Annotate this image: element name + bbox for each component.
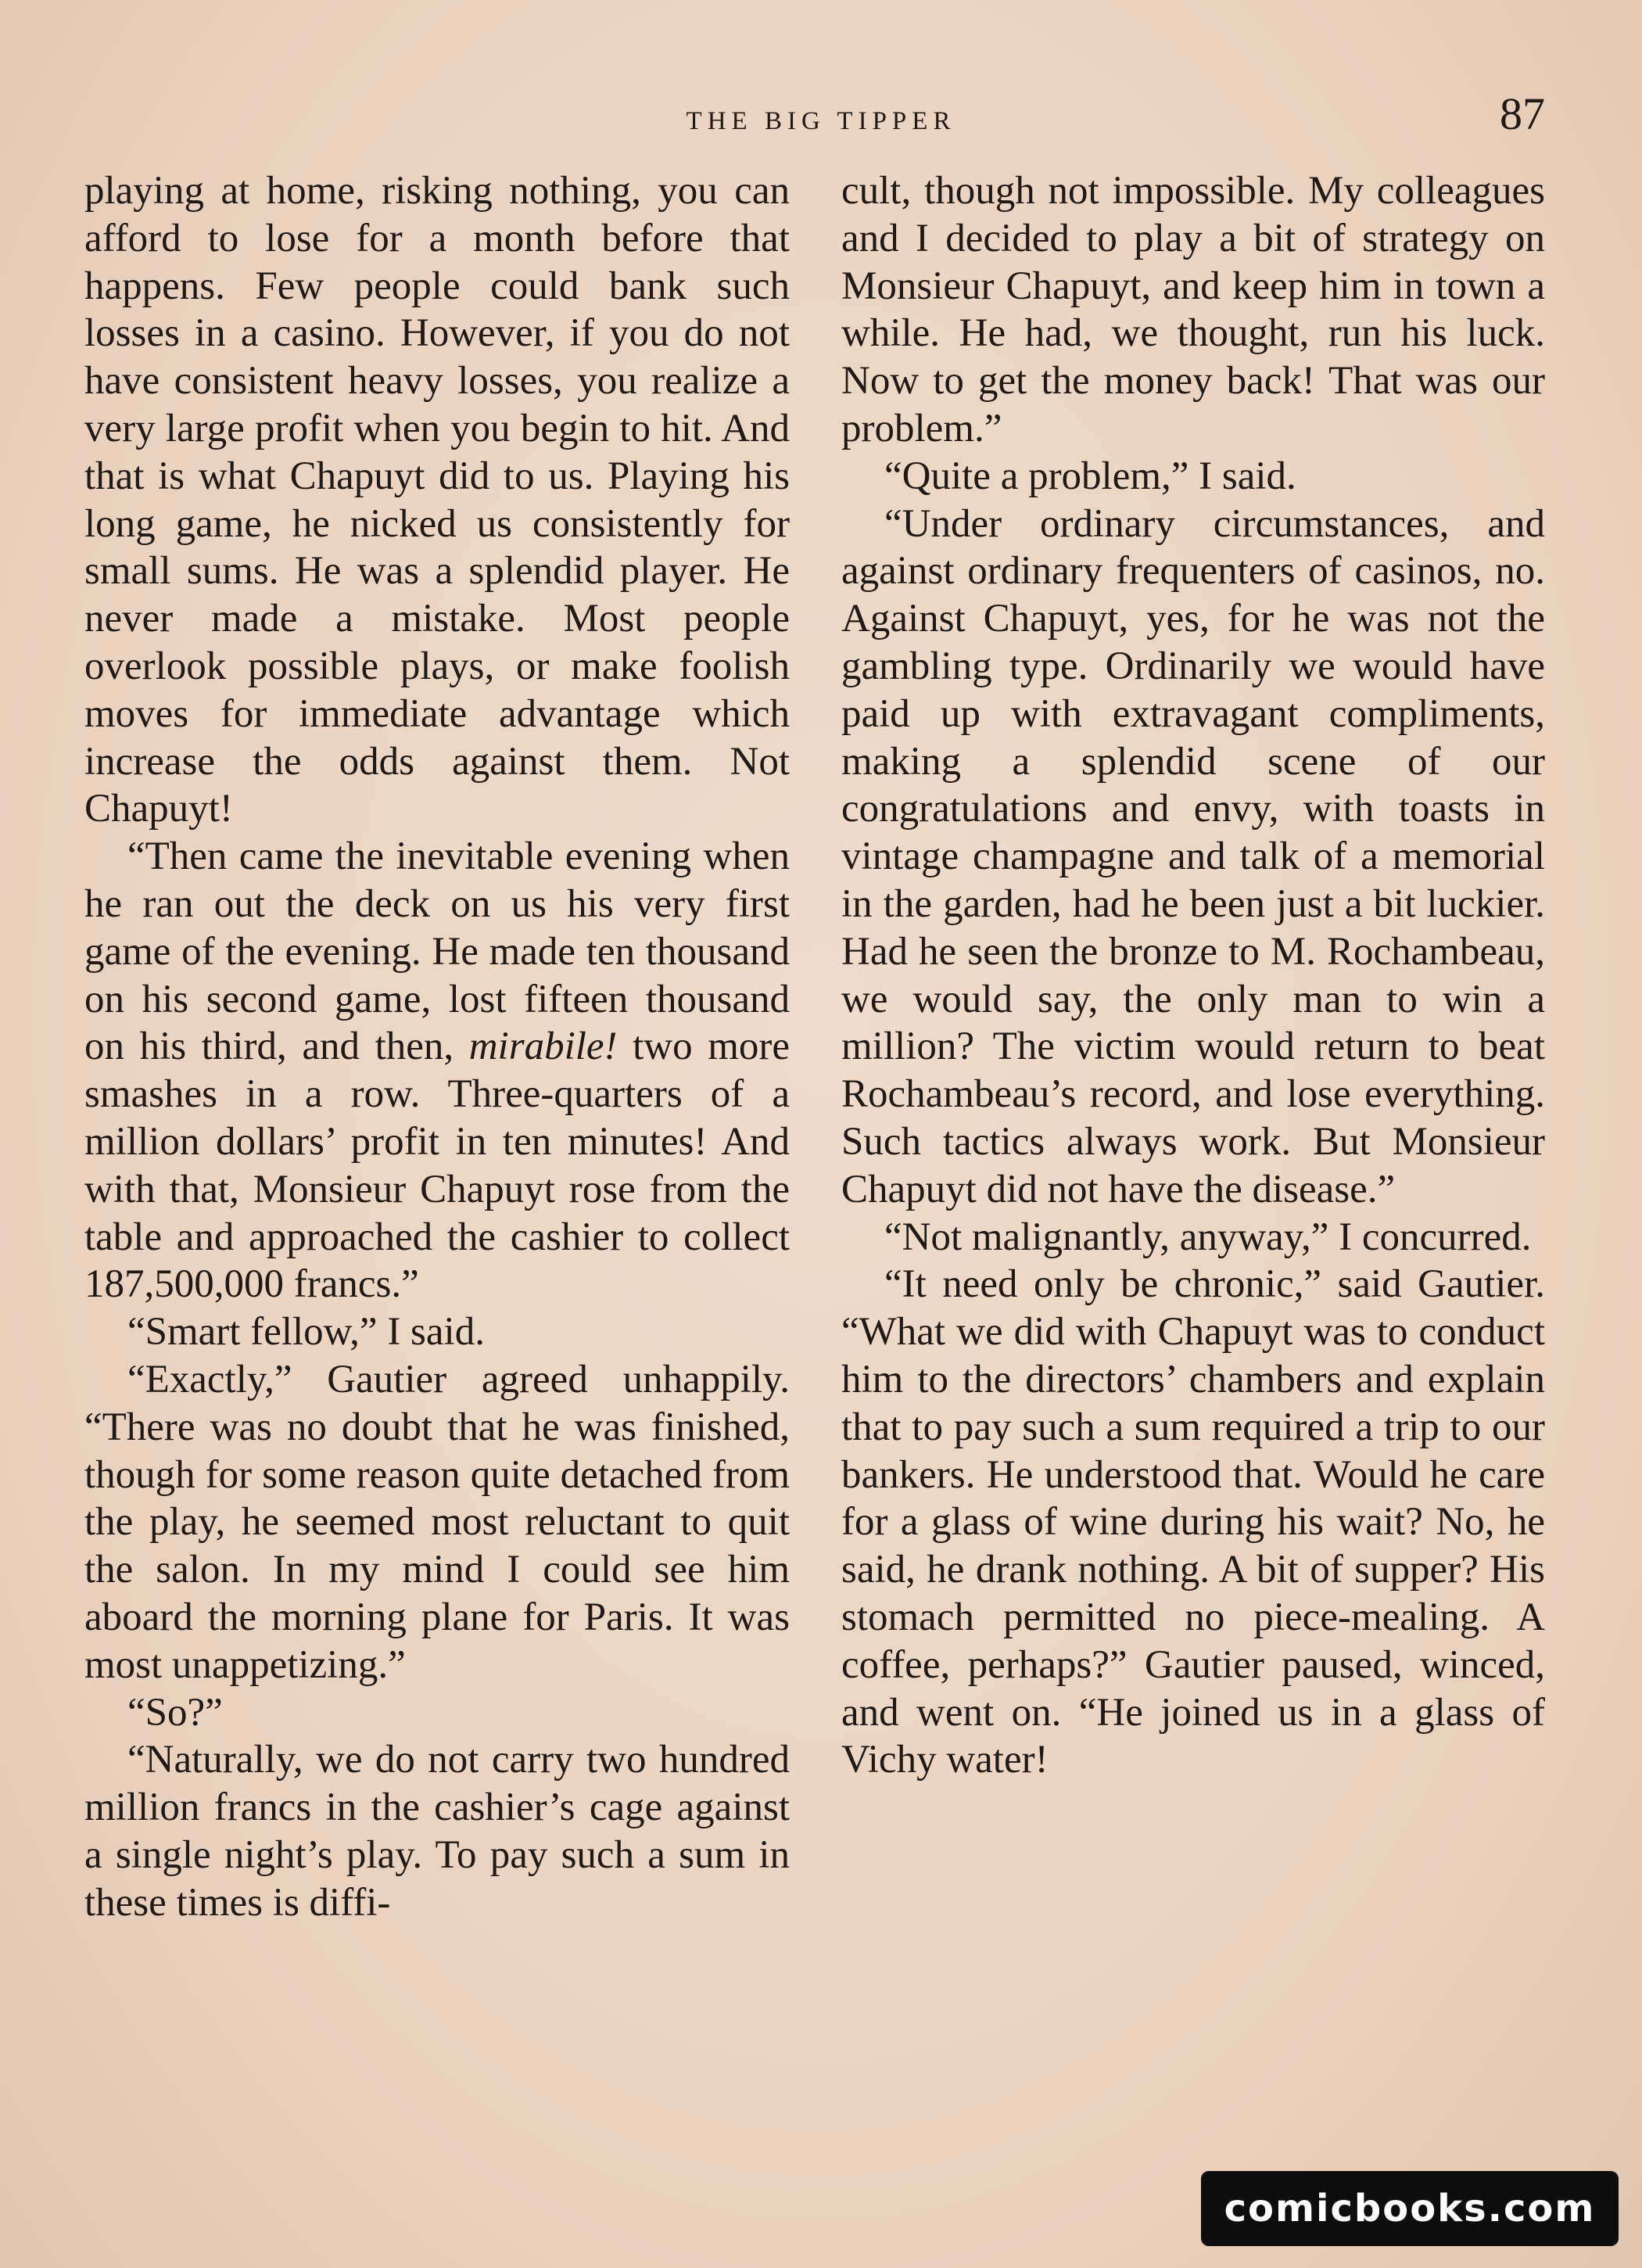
left-text-column	[84, 167, 790, 1926]
running-title: THE BIG TIPPER	[686, 107, 956, 135]
paragraph	[841, 501, 1545, 1214]
italic-phrase: mirabile!	[468, 1025, 618, 1069]
right-text-column	[841, 167, 1545, 1784]
paragraph	[841, 1261, 1545, 1784]
paragraph-text: “Smart fellow,” I said.	[127, 1310, 485, 1355]
page-number: 87	[1500, 88, 1545, 139]
paragraph-text: “So?”	[127, 1690, 223, 1735]
paragraph-text: two more smashes in a row. Three-quarters of a million dollars’ profit in ten minutes! And with that, Monsieur Chapuyt rose from the table and approached the cashier to collect 187,500,000 francs.”	[84, 1025, 790, 1307]
paragraph-text: “Exactly,” Gautier agreed unhappily. “There was no doubt that he was finished, though for some reason quite detached from the play, he seemed most reluctant to quit the salon. In my mind I could see him aboard the morning plane for Paris. It was most unappetizing.”	[84, 1357, 790, 1687]
site-watermark: comicbooks.com	[1201, 2171, 1619, 2246]
paragraph	[84, 1356, 790, 1689]
paragraph-text: “Not malignantly, anyway,” I concurred.	[884, 1215, 1532, 1259]
paragraph-text: playing at home, risking nothing, you can afford to lose for a month before that happens. Few people could bank such losses in a casino. However, if you do not have consistent heavy losses, you realize a very large profit when you begin to hit. And that is what Chapuyt did to us. Playing his long game, he nicked us consistently for small sums. He was a splendid player. He never made a mistake. Most people overlook possible plays, or make foolish moves for immediate advantage which increase the odds against them. Not Chapuyt!	[84, 169, 790, 831]
paragraph	[84, 1689, 790, 1737]
paragraph-text: “Naturally, we do not carry two hundred million francs in the cashier’s cage against a single night’s play. To pay such a sum in these times is diffi-	[84, 1738, 790, 1925]
paragraph-text: “Then came the inevitable evening when he ran out the deck on us his very first game of the evening. He made ten thousand on his second game, lost fifteen thousand on his third, and then,	[84, 834, 790, 1069]
paragraph	[841, 167, 1545, 453]
paragraph-text: “It need only be chronic,” said Gautier. “What we did with Chapuyt was to conduct him to the directors’ chambers and explain that to pay such a sum required a trip to our bankers. He understood that. Would he care for a glass of wine during his wait? No, he said, he drank nothing. A bit of supper? His stomach permitted no piece-mealing. A coffee, perhaps?” Gautier paused, winced, and went on. “He joined us in a glass of Vichy water!	[841, 1262, 1545, 1782]
paragraph	[84, 1736, 790, 1926]
paragraph-text: “Under ordinary circumstances, and against ordinary frequenters of casinos, no. Against Chapuyt, yes, for he was not the gambling type. Ordinarily we would have paid up with extravagant compliments, making a splendid scene of our congratulations and envy, with toasts in vintage champagne and talk of a memorial in the garden, had he been just a bit luckier. Had he seen the bronze to M. Rochambeau, we would say, the only man to win a million? The victim would return to beat Rochambeau’s record, and lose everything. Such tactics always work. But Monsieur Chapuyt did not have the disease.”	[841, 501, 1545, 1211]
paragraph	[841, 453, 1545, 501]
paragraph-text: cult, though not impossible. My colleagues and I decided to play a bit of strategy on Monsieur Chapuyt, and keep him in town a while. He had, we thought, run his luck. Now to get the money back! That was our problem.”	[841, 169, 1545, 450]
paragraph	[841, 1214, 1545, 1261]
paragraph	[84, 1308, 790, 1356]
paragraph-text: “Quite a problem,” I said.	[884, 454, 1296, 498]
paragraph	[84, 833, 790, 1308]
paragraph	[84, 167, 790, 833]
